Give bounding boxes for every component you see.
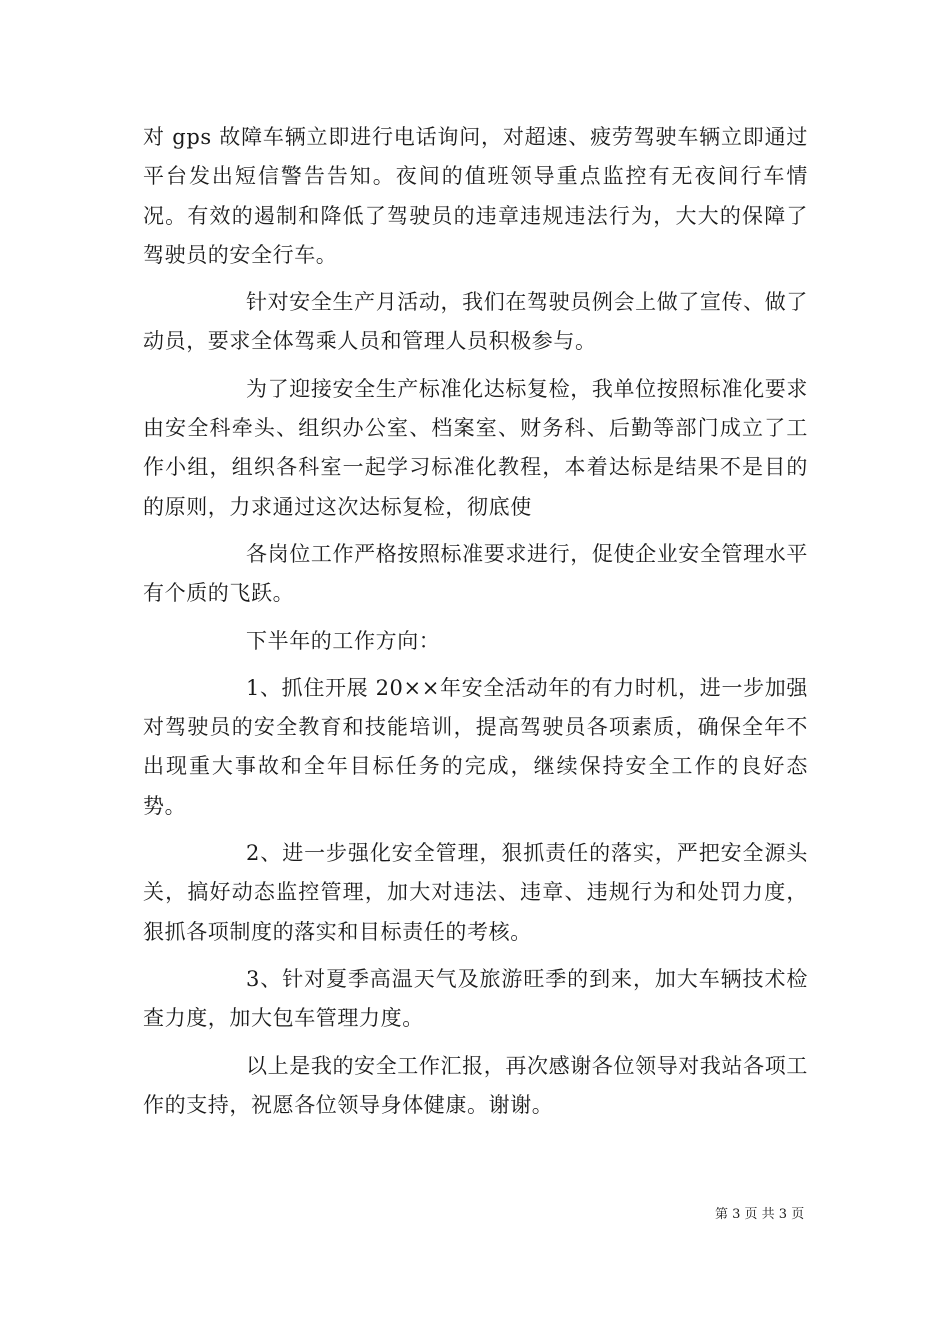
paragraph-safety-month: 针对安全生产月活动，我们在驾驶员例会上做了宣传、做了动员，要求全体驾乘人员和管理人员积极参与。: [143, 290, 808, 354]
paragraph-management-level: 各岗位工作严格按照标准要求进行，促使企业安全管理水平有个质的飞跃。: [143, 541, 808, 606]
paragraph-standardization: 为了迎接安全生产标准化达标复检，我单位按照标准化要求由安全科牵头、组织办公室、档案室、财务科、后勤等部门成立了工作小组，组织各科室一起学习标准化教程，本着达标是结果不是目的的原则，力求通过这次达标复检，彻底使: [143, 376, 808, 519]
list-item-2: 2、进一步强化安全管理，狠抓责任的落实，严把安全源头关，搞好动态监控管理，加大对违法、违章、违规行为和处罚力度，狠抓各项制度的落实和目标责任的考核。: [143, 841, 808, 944]
list-item-1: 1、抓住开展 20××年安全活动年的有力时机，进一步加强对驾驶员的安全教育和技能培训，提高驾驶员各项素质，确保全年不出现重大事故和全年目标任务的完成，继续保持安全工作的良好态势。: [143, 675, 808, 818]
list-item-3: 3、针对夏季高温天气及旅游旺季的到来，加大车辆技术检查力度，加大包车管理力度。: [143, 966, 808, 1031]
section-heading-second-half: 下半年的工作方向：: [246, 628, 441, 653]
paragraph-gps-monitoring: 对 gps 故障车辆立即进行电话询问，对超速、疲劳驾驶车辆立即通过平台发出短信警告告知。夜间的值班领导重点监控有无夜间行车情况。有效的遏制和降低了驾驶员的违章违规违法行为，大大的保障了驾驶员的安全行车。: [143, 125, 808, 267]
paragraph-closing: 以上是我的安全工作汇报，再次感谢各位领导对我站各项工作的支持，祝愿各位领导身体健康。谢谢。: [143, 1053, 808, 1117]
page-number-footer: 第 3 页 共 3 页: [715, 1207, 805, 1222]
document-body: [143, 118, 808, 1133]
